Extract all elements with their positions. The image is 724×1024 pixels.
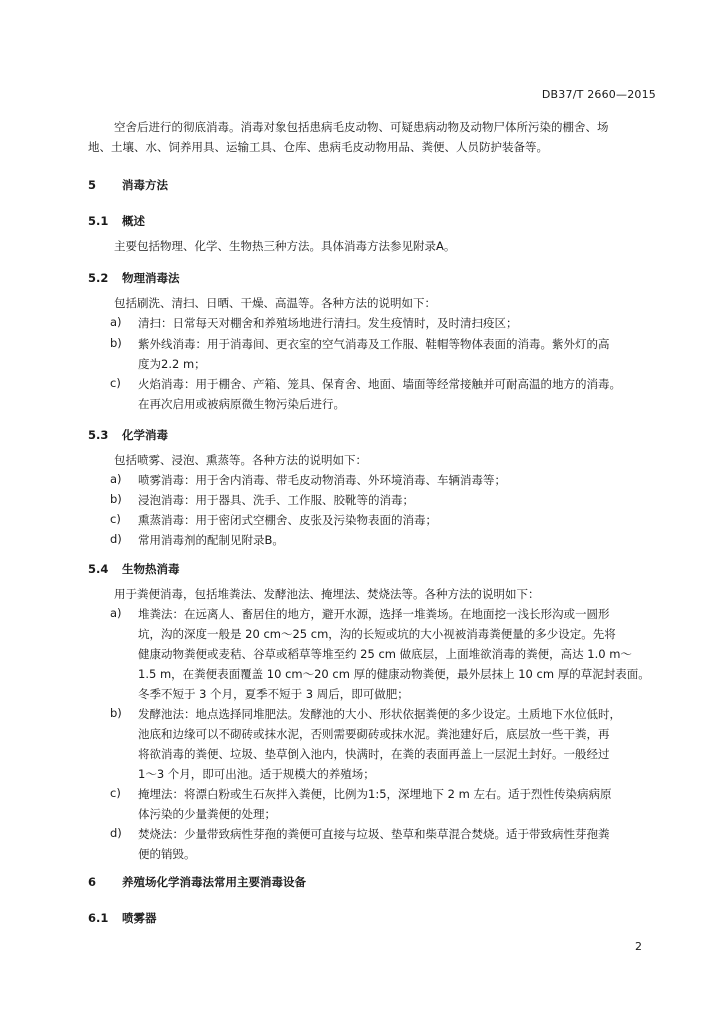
section-5-2-lead: 包括刷洗、清扫、日晒、干燥、高温等。各种方法的说明如下：: [114, 296, 436, 310]
section-5-2-heading: [88, 270, 180, 286]
section-5-heading: [88, 177, 168, 193]
list-marker: c): [110, 376, 121, 390]
section-number: 5: [88, 178, 97, 192]
section-number: 6: [88, 875, 97, 889]
list-item-line: 喷雾消毒：用于舍内消毒、带毛皮动物消毒、外环境消毒、车辆消毒等；: [138, 473, 506, 487]
section-number: 6.1: [88, 911, 109, 925]
section-number: 5.1: [88, 214, 109, 228]
list-marker: c): [110, 786, 121, 800]
list-item-line: 堆粪法：在远离人、畜居住的地方，避开水源，选择一堆粪场。在地面挖一浅长形沟或一圆形: [138, 607, 610, 621]
standard-code: DB37/T 2660—2015: [541, 88, 656, 101]
section-6-1-heading: [88, 910, 157, 926]
list-item-line: 焚烧法：少量带致病性芽孢的粪便可直接与垃圾、垫草和柴草混合焚烧。适于带致病性芽孢粪: [138, 827, 610, 841]
list-item-line: 便的销毁。: [138, 847, 196, 861]
list-item-line: 1～3 个月，即可出池。适于规模大的养殖场；: [138, 767, 375, 781]
list-item-line: 发酵池法：地点选择同堆肥法。发酵池的大小、形状依据粪便的多少设定。土质地下水位低时，: [138, 707, 621, 721]
list-item-line: 冬季不短于 3 个月，夏季不短于 3 周后，即可做肥；: [138, 687, 409, 701]
section-title: 喷雾器: [122, 911, 157, 925]
list-item-line: 坑，沟的深度一般是 20 cm～25 cm，沟的长短或坑的大小视被消毒粪便量的多少设定。先将: [138, 627, 616, 641]
section-5-3-heading: [88, 427, 168, 443]
list-marker: a): [110, 315, 122, 329]
list-item-line: 熏蒸消毒：用于密闭式空棚舍、皮张及污染物表面的消毒；: [138, 513, 437, 527]
list-item-line: 健康动物粪便或麦秸、谷草或稻草等堆至约 25 cm 做底层，上面堆欲消毒的粪便，高达 1.0 m～: [138, 647, 632, 661]
section-5-4-lead: 用于粪便消毒，包括堆粪法、发酵池法、掩埋法、焚烧法等。各种方法的说明如下：: [114, 587, 540, 601]
list-item-line: 将欲消毒的粪便、垃圾、垫草倒入池内，快满时，在粪的表面再盖上一层泥土封好。一般经过: [138, 747, 610, 761]
section-number: 5.3: [88, 428, 109, 442]
list-item-line: 紫外线消毒：用于消毒间、更衣室的空气消毒及工作服、鞋帽等物体表面的消毒。紫外灯的高: [138, 337, 610, 351]
section-title: 物理消毒法: [122, 271, 180, 285]
list-marker: a): [110, 606, 122, 620]
list-marker: a): [110, 472, 122, 486]
list-marker: d): [110, 532, 122, 546]
page-number: 2: [635, 940, 642, 953]
list-item-line: 火焰消毒：用于棚舍、产箱、笼具、保育舍、地面、墙面等经常接触并可耐高温的地方的消毒。: [138, 377, 621, 391]
list-marker: b): [110, 492, 122, 506]
list-marker: b): [110, 706, 122, 720]
list-item-line: 掩埋法：将漂白粉或生石灰拌入粪便，比例为1:5，深埋地下 2 m 左右。适于烈性传染病病原: [138, 787, 612, 801]
section-title: 概述: [122, 214, 145, 228]
list-item-line: 常用消毒剂的配制见附录B。: [138, 533, 284, 547]
section-5-1-heading: [88, 213, 145, 229]
section-6-heading: [88, 874, 306, 890]
list-item-line: 在再次启用或被病原微生物污染后进行。: [138, 397, 345, 411]
list-marker: b): [110, 336, 122, 350]
list-item-line: 度为2.2 m；: [138, 357, 206, 371]
list-item-line: 清扫：日常每天对棚舍和养殖场地进行清扫。发生疫情时，及时清扫疫区；: [138, 316, 518, 330]
list-marker: d): [110, 826, 122, 840]
section-title: 养殖场化学消毒法常用主要消毒设备: [122, 875, 306, 889]
section-5-4-heading: [88, 561, 180, 577]
intro-line-2: 地、土壤、水、饲养用具、运输工具、仓库、患病毛皮动物用品、粪便、人员防护装备等。: [88, 140, 548, 154]
list-marker: c): [110, 512, 121, 526]
section-title: 生物热消毒: [122, 562, 180, 576]
intro-line-1: 空舍后进行的彻底消毒。消毒对象包括患病毛皮动物、可疑患病动物及动物尸体所污染的棚舍、场: [114, 120, 609, 134]
section-5-1-text: 主要包括物理、化学、生物热三种方法。具体消毒方法参见附录A。: [114, 239, 456, 253]
list-item-line: 体污染的少量粪便的处理；: [138, 807, 276, 821]
section-number: 5.2: [88, 271, 109, 285]
list-item-line: 池底和边缘可以不砌砖或抹水泥，否则需要砌砖或抹水泥。粪池建好后，底层放一些干粪，再: [138, 727, 610, 741]
section-title: 消毒方法: [122, 178, 168, 192]
list-item-line: 浸泡消毒：用于器具、洗手、工作服、胶靴等的消毒；: [138, 493, 414, 507]
section-number: 5.4: [88, 562, 109, 576]
list-item-line: 1.5 m，在粪便表面覆盖 10 cm～20 cm 厚的健康动物粪便，最外层抹上 10 cm 厚的草泥封表面。: [138, 667, 650, 681]
section-title: 化学消毒: [122, 428, 168, 442]
section-5-3-lead: 包括喷雾、浸泡、熏蒸等。各种方法的说明如下：: [114, 453, 367, 467]
